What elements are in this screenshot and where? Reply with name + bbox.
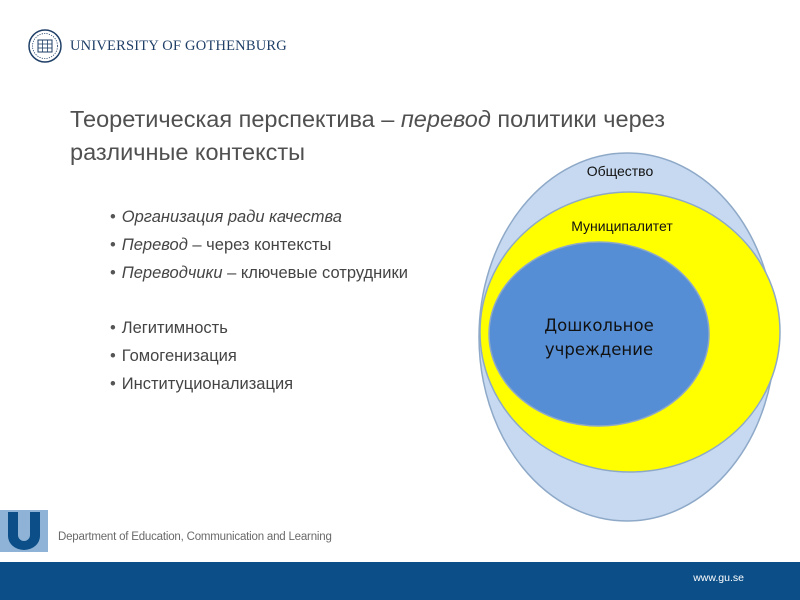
bullet-item: • Институционализация — [110, 370, 293, 398]
bullet-item: • Легитимность — [110, 314, 293, 342]
municipality-label: Муниципалитет — [571, 218, 673, 234]
title-part2: политики через различные контексты — [70, 106, 666, 165]
bullet-item: • Гомогенизация — [110, 342, 293, 370]
nested-context-diagram — [470, 140, 800, 530]
gu-u-logo-icon — [0, 510, 48, 552]
university-name: UNIVERSITY OF GOTHENBURG — [70, 37, 287, 54]
title-italic: перевод — [400, 106, 491, 132]
bullet-item: • Организация ради качества — [110, 203, 408, 231]
bullet-item: • Переводчики – ключевые сотрудники — [110, 259, 408, 287]
title-part1: Теоретическая перспектива – — [70, 106, 401, 132]
preschool-label-line2: учреждение — [544, 340, 654, 359]
society-label: Общество — [586, 163, 654, 179]
bullet-list-concepts — [110, 203, 408, 287]
bullet-list-outcomes — [110, 314, 293, 398]
university-logo — [28, 28, 287, 64]
department-name: Department of Education, Communication and Learning — [58, 531, 332, 543]
bullet-item: • Перевод – через контексты — [110, 231, 408, 259]
university-seal-icon — [28, 29, 62, 63]
footer-bar — [0, 562, 800, 600]
preschool-label-line1: Дошкольное — [544, 316, 654, 335]
website-link[interactable]: www.gu.se — [693, 572, 744, 584]
